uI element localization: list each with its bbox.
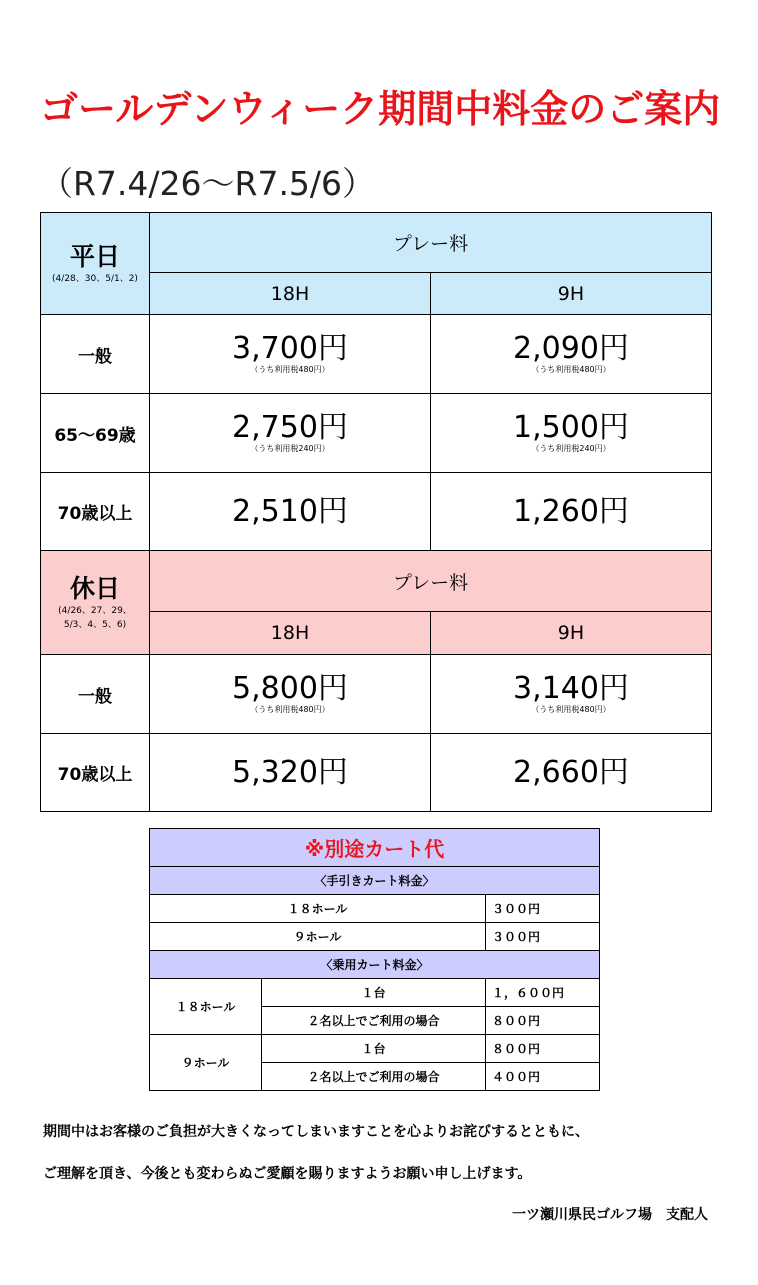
price-cell: [431, 394, 712, 473]
table-row: [41, 394, 712, 473]
table-row: [41, 315, 712, 394]
hand-cart-label: ９ホール: [150, 923, 486, 951]
table-row: [150, 923, 600, 951]
price-cell: [150, 315, 431, 394]
fee-table: [40, 212, 712, 812]
price: 5,320円: [232, 754, 348, 790]
hand-cart-price: ３００円: [486, 895, 600, 923]
price-cell: [150, 655, 431, 734]
ride-cart-label: ２名以上でご利用の場合: [262, 1063, 486, 1091]
ride-cart-label: ２名以上でご利用の場合: [262, 1007, 486, 1035]
row-label: 一般: [41, 655, 150, 734]
tax-note: （うち利用税480円）: [531, 705, 611, 714]
ride-cart-price: ４００円: [486, 1063, 600, 1091]
table-row: [41, 473, 712, 551]
row-label: 70歳以上: [41, 473, 150, 551]
ride-cart-group-label: １８ホール: [150, 979, 262, 1035]
table-row: [150, 895, 600, 923]
ride-cart-price: ８００円: [486, 1035, 600, 1063]
row-label: 70歳以上: [41, 734, 150, 812]
ride-cart-price: １，６００円: [486, 979, 600, 1007]
weekday-label-cell: [41, 213, 150, 315]
price-cell: [431, 315, 712, 394]
tax-note: （うち利用税480円）: [250, 365, 330, 374]
tax-note: （うち利用税480円）: [531, 365, 611, 374]
tax-note: （うち利用税240円）: [531, 444, 611, 453]
row-label: 65～69歳: [41, 394, 150, 473]
table-row: [41, 655, 712, 734]
table-row: [150, 1035, 600, 1063]
price-cell: [150, 394, 431, 473]
price: 2,660円: [513, 754, 629, 790]
table-row: [41, 734, 712, 812]
period-text: （R7.4/26～R7.5/6）: [40, 164, 376, 203]
hand-cart-price: ３００円: [486, 923, 600, 951]
holiday-label-cell: [41, 551, 150, 655]
price: 5,800円: [232, 671, 348, 706]
ride-cart-label: １台: [262, 979, 486, 1007]
holiday-18h-header: 18H: [150, 612, 431, 655]
table-row: [150, 979, 600, 1007]
weekday-dates: (4/28、30、5/1、2): [52, 273, 138, 284]
ride-cart-header: 〈乗用カート料金〉: [150, 951, 600, 979]
price: 3,140円: [513, 671, 629, 706]
signature: 一ツ瀬川県民ゴルフ場 支配人: [512, 1207, 708, 1223]
price: 1,500円: [513, 410, 629, 445]
cart-fee-table: [149, 828, 600, 1091]
cart-title: ※別途カート代: [150, 829, 600, 867]
weekday-18h-header: 18H: [150, 273, 431, 315]
hand-cart-header: 〈手引きカート料金〉: [150, 867, 600, 895]
weekday-play-fee-header: プレー料: [150, 213, 712, 273]
message-line-2: ご理解を頂き、今後とも変わらぬご愛顧を賜りますようお願い申し上げます。: [43, 1166, 532, 1182]
price-cell: [431, 655, 712, 734]
weekday-9h-header: 9H: [431, 273, 712, 315]
weekday-name: 平日: [69, 241, 120, 271]
price-cell: [431, 473, 712, 551]
page-title: ゴールデンウィーク期間中料金のご案内: [40, 87, 721, 131]
price-cell: [431, 734, 712, 812]
price-cell: [150, 473, 431, 551]
message-line-1: 期間中はお客様のご負担が大きくなってしまいますことを心よりお詫びするとともに、: [43, 1124, 589, 1140]
tax-note: （うち利用税240円）: [250, 444, 330, 453]
holiday-play-fee-header: プレー料: [150, 551, 712, 612]
price-cell: [150, 734, 431, 812]
price: 2,090円: [513, 331, 629, 366]
hand-cart-label: １８ホール: [150, 895, 486, 923]
holiday-9h-header: 9H: [431, 612, 712, 655]
holiday-dates: (4/26、27、29、 5/3、4、5、6): [58, 605, 132, 630]
row-label: 一般: [41, 315, 150, 394]
price: 1,260円: [513, 493, 629, 529]
ride-cart-price: ８００円: [486, 1007, 600, 1035]
price: 3,700円: [232, 331, 348, 366]
price: 2,750円: [232, 410, 348, 445]
holiday-name: 休日: [69, 573, 120, 603]
tax-note: （うち利用税480円）: [250, 705, 330, 714]
ride-cart-group-label: ９ホール: [150, 1035, 262, 1091]
price: 2,510円: [232, 493, 348, 529]
ride-cart-label: １台: [262, 1035, 486, 1063]
